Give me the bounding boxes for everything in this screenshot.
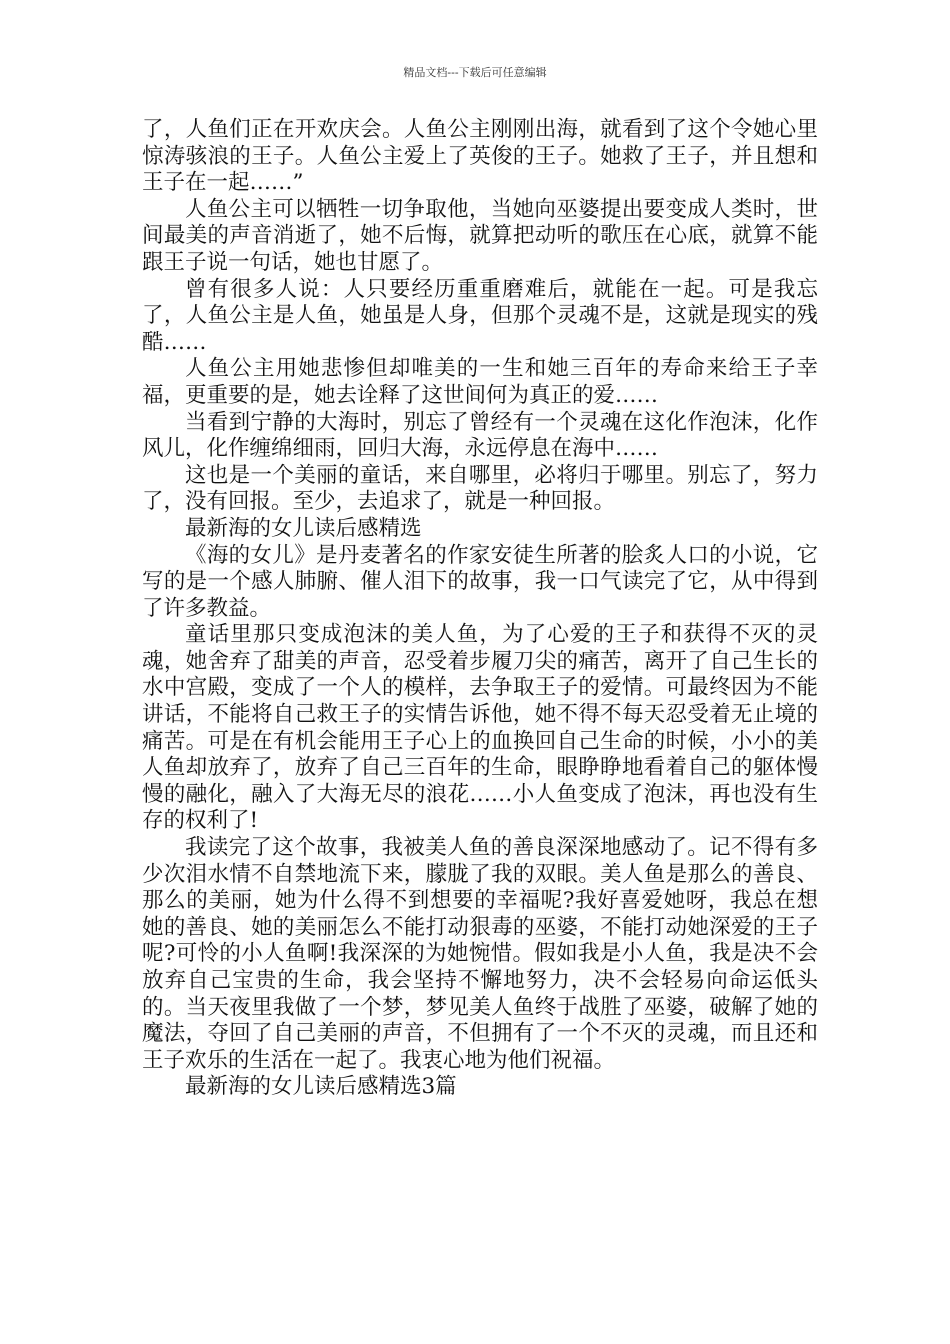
paragraph-5: 当看到宁静的大海时，别忘了曾经有一个灵魂在这化作泡沫，化作风儿，化作缠绵细雨，回归大海，永远停息在海中…… xyxy=(142,409,818,462)
section-heading-1: 最新海的女儿读后感精选 xyxy=(185,515,422,541)
page-header: 精品文档---下载后可任意编辑 xyxy=(403,66,547,79)
paragraph-6: 这也是一个美丽的童话，来自哪里，必将归于哪里。别忘了，努力了，没有回报。至少，去追求了，就是一种回报。 xyxy=(142,462,818,515)
paragraph-8: 童话里那只变成泡沫的美人鱼，为了心爱的王子和获得不灭的灵魂，她舍弃了甜美的声音，忍受着步履刀尖的痛苦，离开了自己生长的水中宫殿，变成了一个人的模样，去争取王子的爱情。可最终因为不能讲话，不能将自己救王子的实情告诉他，她不得不每天忍受着无止境的痛苦。可是在有机会能用王子心上的血换回自己生命的时候，小小的美人鱼却放弃了，放弃了自己三百年的生命，眼睁睁地看着自己的躯体慢慢的融化，融入了大海无尽的浪花……小人鱼变成了泡沫，再也没有生存的权利了! xyxy=(142,622,818,834)
paragraph-7: 《海的女儿》是丹麦著名的作家安徒生所著的脍炙人口的小说，它写的是一个感人肺腑、催人泪下的故事，我一口气读完了它，从中得到了许多教益。 xyxy=(142,542,818,621)
paragraph-1: 了，人鱼们正在开欢庆会。人鱼公主刚刚出海，就看到了这个令她心里惊涛骇浪的王子。人鱼公主爱上了英俊的王子。她救了王子，并且想和王子在一起……” xyxy=(142,117,818,196)
paragraph-2: 人鱼公主可以牺牲一切争取他，当她向巫婆提出要变成人类时，世间最美的声音消逝了，她不后悔，就算把动听的歌压在心底，就算不能跟王子说一句话，她也甘愿了。 xyxy=(142,196,818,275)
section-heading-2: 最新海的女儿读后感精选3篇 xyxy=(185,1074,457,1100)
paragraph-4: 人鱼公主用她悲惨但却唯美的一生和她三百年的寿命来给王子幸福，更重要的是，她去诠释了这世间何为真正的爱…… xyxy=(142,356,818,408)
paragraph-3: 曾有很多人说：人只要经历重重磨难后，就能在一起。可是我忘了，人鱼公主是人鱼，她虽是人身，但那个灵魂不是，这就是现实的残酷…… xyxy=(142,276,818,355)
paragraph-9: 我读完了这个故事，我被美人鱼的善良深深地感动了。记不得有多少次泪水情不自禁地流下来，朦胧了我的双眼。美人鱼是那么的善良、那么的美丽，她为什么得不到想要的幸福呢?我好喜爱她呀，我总在想她的善良、她的美丽怎么不能打动狠毒的巫婆，不能打动她深爱的王子呢?可怜的小人鱼啊!我深深的为她惋惜。假如我是小人鱼，我是决不会放弃自己宝贵的生命，我会坚持不懈地努力，决不会轻易向命运低头的。当天夜里我做了一个梦，梦见美人鱼终于战胜了巫婆，破解了她的魔法，夺回了自己美丽的声音，不但拥有了一个不灭的灵魂，而且还和王子欢乐的生活在一起了。我衷心地为他们祝福。 xyxy=(142,835,818,1073)
document-body xyxy=(142,117,818,1101)
